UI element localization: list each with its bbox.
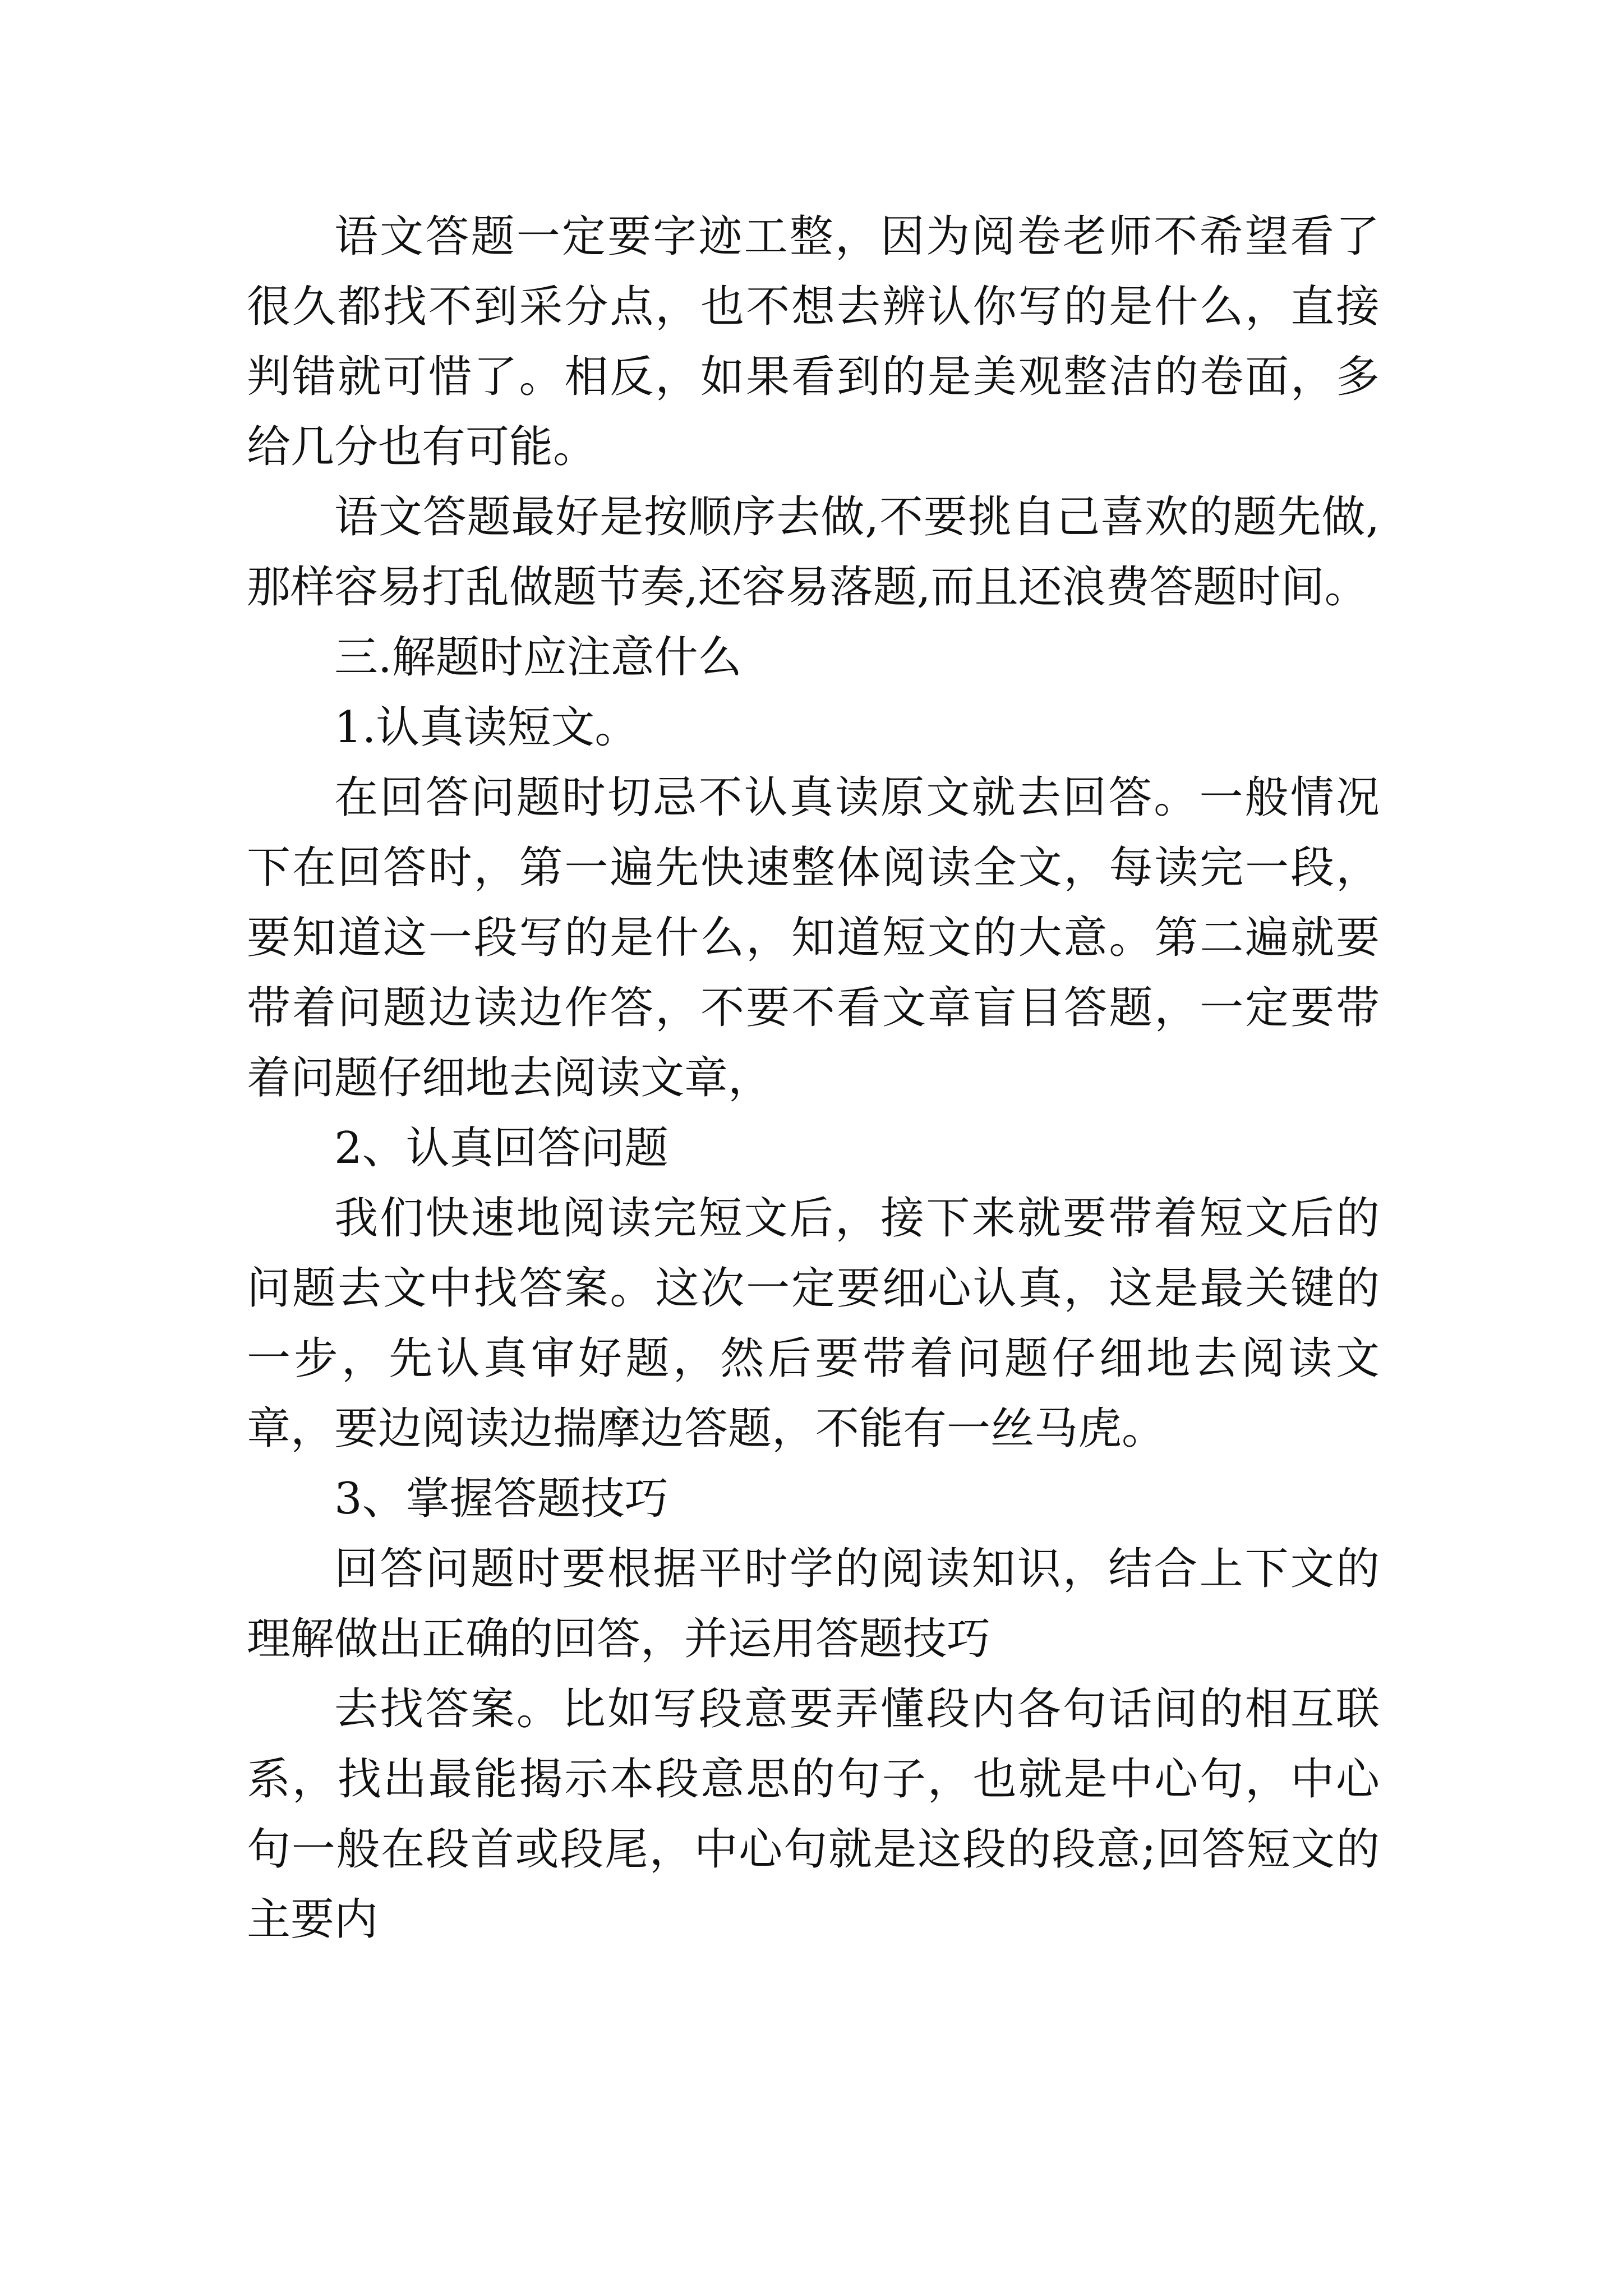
subheading-answer-carefully: 2、认真回答问题 (334, 1123, 668, 1174)
document-body (247, 202, 1380, 1955)
paragraph-answer-order: 语文答题最好是按顺序去做,不要挑自己喜欢的题先做,那样容易打乱做题节奏,还容易落题,而且还浪费答题时间。 (247, 492, 1380, 613)
subheading-read-carefully: 1.认真读短文。 (334, 702, 639, 753)
section-heading-notes: 三.解题时应注意什么 (334, 632, 742, 683)
subheading-answer-skills: 3、掌握答题技巧 (334, 1474, 668, 1524)
paragraph-main-idea: 去找答案。比如写段意要弄懂段内各句话间的相互联系，找出最能揭示本段意思的句子，也就是中心句，中心句一般在段首或段尾，中心句就是这段的段意;回答短文的主要内 (247, 1684, 1380, 1945)
paragraph-use-knowledge: 回答问题时要根据平时学的阅读知识，结合上下文的理解做出正确的回答，并运用答题技巧 (247, 1544, 1380, 1664)
paragraph-reading-method: 在回答问题时切忌不认真读原文就去回答。一般情况下在回答时，第一遍先快速整体阅读全文，每读完一段，要知道这一段写的是什么，知道短文的大意。第二遍就要带着问题边读边作答，不要不看文章盲目答题，一定要带着问题仔细地去阅读文章， (247, 772, 1380, 1103)
paragraph-find-answers: 我们快速地阅读完短文后，接下来就要带着短文后的问题去文中找答案。这次一定要细心认真，这是最关键的一步，先认真审好题，然后要带着问题仔细地去阅读文章，要边阅读边揣摩边答题，不能有一丝马虎。 (247, 1193, 1380, 1454)
paragraph-handwriting-neatness: 语文答题一定要字迹工整，因为阅卷老师不希望看了很久都找不到采分点，也不想去辨认你写的是什么，直接判错就可惜了。相反，如果看到的是美观整洁的卷面，多给几分也有可能。 (247, 211, 1380, 472)
